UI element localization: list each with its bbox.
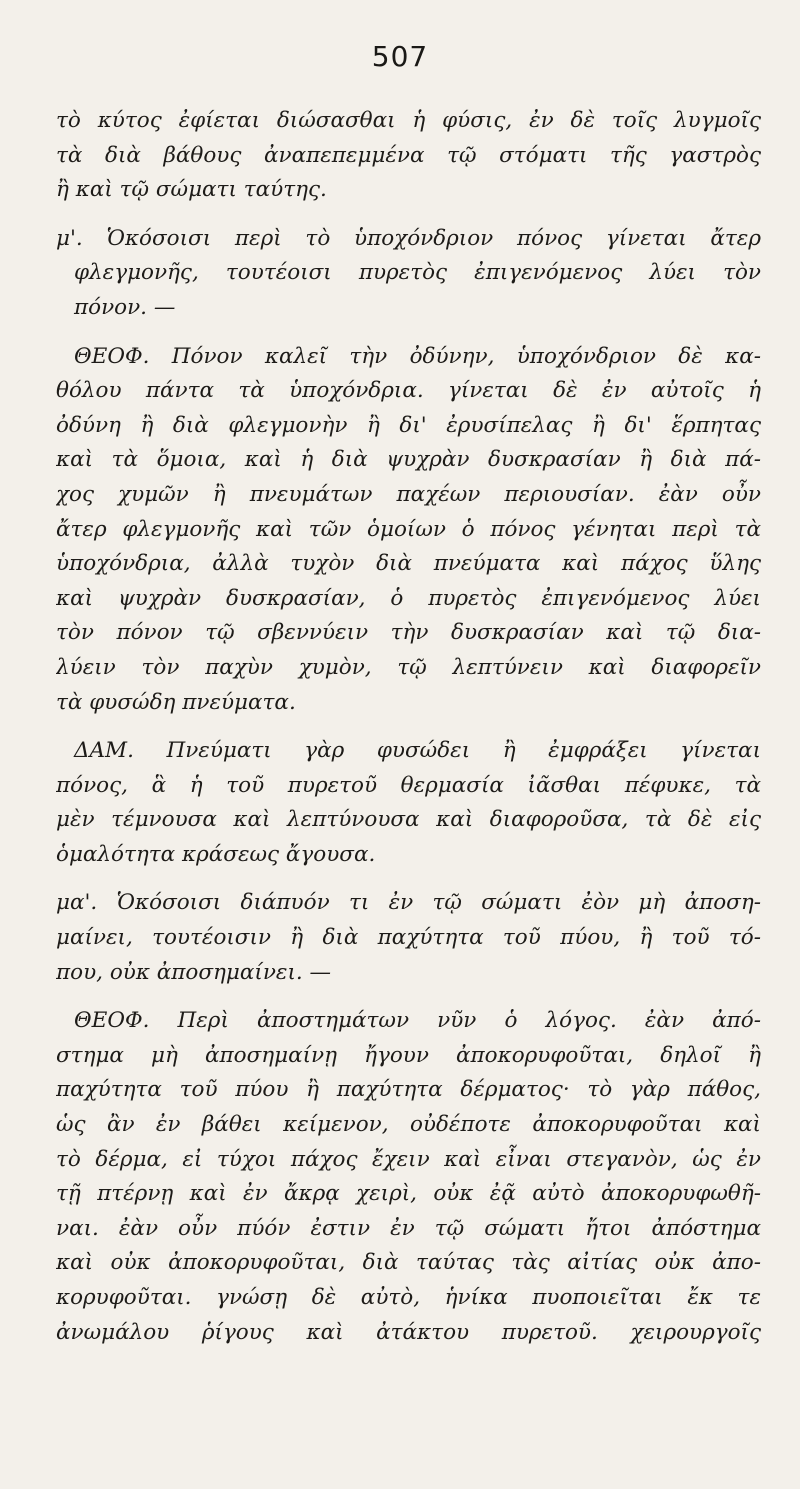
text-line: τὸ δέρμα, εἰ τύχοι πάχος ἔχειν καὶ εἶναι στεγανὸν, ὡς ἐν — [56, 1146, 761, 1172]
text-line: στημα μὴ ἀποσημαίνῃ ἤγουν ἀποκορυφοῦται, δηλοῖ ἢ — [56, 1042, 761, 1068]
text-line: ΘΕΟΦ. Πόνον καλεῖ τὴν ὀδύνην, ὑποχόνδριον δὲ κα- — [74, 343, 761, 369]
text-line: ὀδύνη ἢ διὰ φλεγμονὴν ἢ δι' ἐρυσίπελας ἢ δι' ἕρπητας — [56, 412, 761, 438]
text-line: καὶ ψυχρὰν δυσκρασίαν, ὁ πυρετὸς ἐπιγενόμενος λύει — [56, 585, 761, 611]
text-line: καὶ τὰ ὅμοια, καὶ ἡ διὰ ψυχρὰν δυσκρασίαν ἢ διὰ πά- — [56, 447, 761, 473]
text-line: θόλου πάντα τὰ ὑποχόνδρια. γίνεται δὲ ἐν αὐτοῖς ἡ — [56, 378, 761, 404]
text-line: μ'. Ὁκόσοισι περὶ τὸ ὑποχόνδριον πόνος γίνεται ἄτερ — [56, 225, 761, 251]
body-text — [56, 104, 761, 1350]
text-line: φλεγμονῆς, τουτέοισι πυρετὸς ἐπιγενόμενος λύει τὸν — [74, 260, 761, 286]
paragraph-gap — [56, 720, 761, 734]
text-line: πόνος, ἃ ἡ τοῦ πυρετοῦ θερμασία ἰᾶσθαι πέφυκε, τὰ — [56, 772, 761, 798]
page-number: 507 — [371, 40, 429, 73]
text-line: που, οὐκ ἀποσημαίνει. — — [56, 959, 332, 985]
paragraph-gap — [56, 326, 761, 340]
text-line: μα'. Ὁκόσοισι διάπυόν τι ἐν τῷ σώματι ἐὸν μὴ ἀποση- — [56, 890, 761, 916]
text-line: μὲν τέμνουσα καὶ λεπτύνουσα καὶ διαφοροῦσα, τὰ δὲ εἰς — [56, 807, 761, 833]
text-line: χος χυμῶν ἢ πνευμάτων παχέων περιουσίαν. ἐὰν οὖν — [56, 481, 761, 507]
text-line: τὸ κύτος ἐφίεται διώσασθαι ἡ φύσις, ἐν δὲ τοῖς λυγμοῖς — [56, 108, 761, 133]
text-line: μαίνει, τουτέοισιν ἢ διὰ παχύτητα τοῦ πύου, ἢ τοῦ τό- — [56, 925, 761, 951]
text-line: καὶ οὐκ ἀποκορυφοῦται, διὰ ταύτας τὰς αἰτίας οὐκ ἀπο- — [56, 1250, 761, 1276]
text-line: ΔΑΜ. Πνεύματι γὰρ φυσώδει ἢ ἐμφράξει γίνεται — [74, 738, 761, 764]
text-line: κορυφοῦται. γνώσῃ δὲ αὐτὸ, ἡνίκα πυοποιεῖται ἔκ τε — [56, 1285, 761, 1310]
text-line: ὑποχόνδρια, ἀλλὰ τυχὸν διὰ πνεύματα καὶ πάχος ὕλης — [56, 551, 761, 577]
paragraph-gap — [56, 208, 761, 222]
text-line: ΘΕΟΦ. Περὶ ἀποστημάτων νῦν ὁ λόγος. ἐὰν ἀπό- — [74, 1008, 761, 1034]
text-line: ὁμαλότητα κράσεως ἄγουσα. — [56, 841, 376, 867]
text-line: τῇ πτέρνῃ καὶ ἐν ἄκρᾳ χειρὶ, οὐκ ἐᾷ αὐτὸ ἀποκορυφωθῆ- — [56, 1181, 761, 1207]
text-line: τὰ διὰ βάθους ἀναπεπεμμένα τῷ στόματι τῆς γαστρὸς — [56, 142, 761, 168]
text-line: τὰ φυσώδη πνεύματα. — [56, 689, 296, 715]
text-line: ὡς ἂν ἐν βάθει κείμενον, οὐδέποτε ἀποκορυφοῦται καὶ — [56, 1112, 761, 1138]
text-line: παχύτητα τοῦ πύου ἢ παχύτητα δέρματος· τὸ γὰρ πάθος, — [56, 1077, 761, 1103]
text-line: πόνον. — — [74, 294, 176, 320]
text-line: ναι. ἐὰν οὖν πύόν ἐστιν ἐν τῷ σώματι ἤτοι ἀπόστημα — [56, 1215, 761, 1241]
text-line: ἀνωμάλου ῥίγους καὶ ἀτάκτου πυρετοῦ. χειρουργοῖς — [56, 1319, 761, 1345]
text-line: λύειν τὸν παχὺν χυμὸν, τῷ λεπτύνειν καὶ διαφορεῖν — [56, 654, 761, 680]
paragraph-gap — [56, 872, 761, 886]
text-line: ἢ καὶ τῷ σώματι ταύτης. — [56, 177, 327, 203]
text-line: ἄτερ φλεγμονῆς καὶ τῶν ὁμοίων ὁ πόνος γένηται περὶ τὰ — [56, 516, 761, 542]
text-line: τὸν πόνον τῷ σβεννύειν τὴν δυσκρασίαν καὶ τῷ δια- — [56, 620, 761, 646]
paragraph-gap — [56, 990, 761, 1004]
